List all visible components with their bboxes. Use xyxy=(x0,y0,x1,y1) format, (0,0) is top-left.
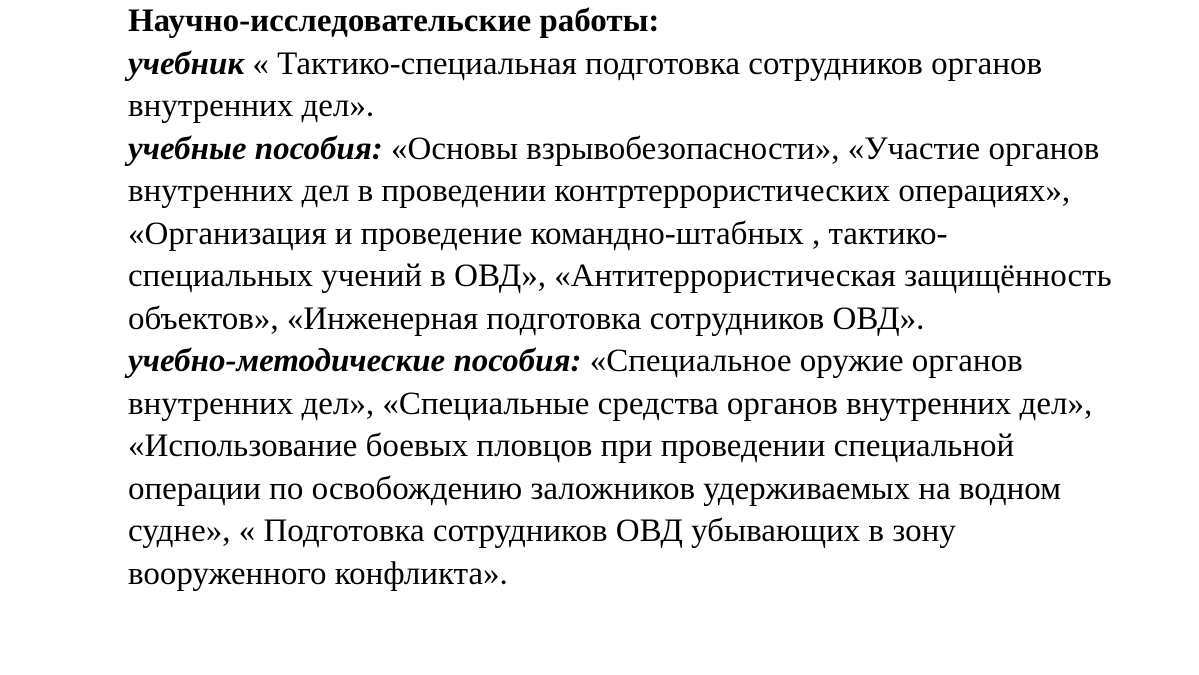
section-heading: Научно-исследовательские работы: xyxy=(128,3,660,39)
entry-text: «Основы взрывобезопасности», «Участие органов внутренних дел в проведении контртеррористических операциях», «Организация и проведение командно-штабных , тактико-специальных учений в ОВД», «Антитеррористическая защищённость объектов», «Инженерная подготовка сотрудников ОВД». xyxy=(128,130,1112,337)
entry-study-guides xyxy=(128,128,1128,341)
entry-text: « Тактико-специальная подготовка сотрудников органов внутренних дел». xyxy=(128,45,1043,124)
entry-label: учебные пособия: xyxy=(128,130,383,167)
entry-methodical-guides xyxy=(128,340,1128,595)
document-body xyxy=(128,0,1128,595)
entry-label: учебник xyxy=(128,45,245,82)
entry-text: «Специальное оружие органов внутренних дел», «Специальные средства органов внутренних дел», «Использование боевых пловцов при проведении специальной операции по освобождению заложников удерживаемых на водном судне», « Подготовка сотрудников ОВД убывающих в зону вооруженного конфликта». xyxy=(128,343,1093,592)
entry-textbook xyxy=(128,43,1128,128)
entry-label: учебно-методические пособия: xyxy=(128,343,582,379)
